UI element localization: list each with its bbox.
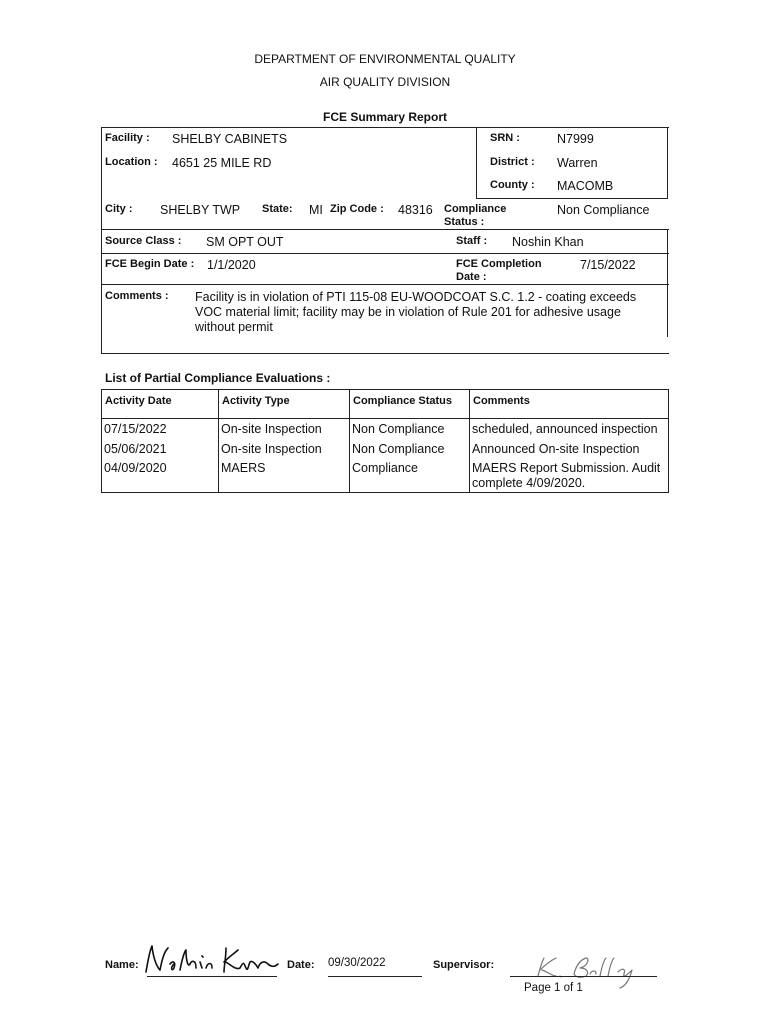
location-label: Location : — [105, 156, 158, 168]
row-compliance-status: Compliance — [352, 461, 419, 475]
fce-begin-value: 1/1/2020 — [207, 258, 256, 272]
compliance-status-value: Non Compliance — [557, 203, 650, 217]
zip-value: 48316 — [398, 203, 433, 217]
row-comments: scheduled, announced inspection — [472, 422, 658, 436]
date-label: Date: — [287, 959, 315, 971]
row-comments-line-2: complete 4/09/2020. — [472, 476, 586, 490]
district-value: Warren — [557, 156, 598, 170]
comments-line-2: VOC material limit; facility may be in violation of Rule 201 for adhesive usage — [195, 305, 621, 319]
row-activity-date: 04/09/2020 — [104, 461, 167, 475]
srn-label: SRN : — [490, 132, 520, 144]
row-compliance-status: Non Compliance — [352, 422, 445, 436]
date-value: 09/30/2022 — [328, 957, 386, 969]
facility-value: SHELBY CABINETS — [172, 132, 288, 146]
row-activity-type: On-site Inspection — [221, 422, 322, 436]
comments-line-1: Facility is in violation of PTI 115-08 EU-WOODCOAT S.C. 1.2 - coating exceeds — [195, 290, 637, 304]
staff-signature — [140, 942, 280, 978]
comments-line-3: without permit — [195, 320, 273, 334]
fce-completion-label: FCE Completion — [456, 258, 542, 270]
row-comments: MAERS Report Submission. Audit — [472, 461, 661, 475]
row-compliance-status: Non Compliance — [352, 442, 445, 456]
division-heading: AIR QUALITY DIVISION — [319, 75, 451, 89]
row-activity-date: 07/15/2022 — [104, 422, 167, 436]
row-activity-type: On-site Inspection — [221, 442, 322, 456]
pce-section-title: List of Partial Compliance Evaluations : — [105, 371, 331, 385]
column-header-compliance-status: Compliance Status — [353, 395, 453, 407]
location-value: 4651 25 MILE RD — [172, 156, 272, 170]
compliance-status-label-2: Status : — [444, 216, 485, 228]
name-label: Name: — [105, 959, 139, 971]
column-header-comments: Comments — [473, 395, 530, 407]
district-label: District : — [490, 156, 535, 168]
compliance-status-label: Compliance — [444, 203, 507, 215]
fce-completion-value: 7/15/2022 — [580, 258, 636, 272]
city-label: City : — [105, 203, 133, 215]
srn-value: N7999 — [557, 132, 594, 146]
state-value: MI — [309, 203, 323, 217]
row-activity-date: 05/06/2021 — [104, 442, 167, 456]
page-indicator: Page 1 of 1 — [524, 982, 583, 994]
row-comments: Announced On-site Inspection — [472, 442, 640, 456]
staff-value: Noshin Khan — [512, 235, 584, 249]
report-title: FCE Summary Report — [322, 110, 448, 124]
comments-label: Comments : — [105, 290, 169, 302]
source-class-value: SM OPT OUT — [206, 235, 284, 249]
city-value: SHELBY TWP — [160, 203, 241, 217]
department-heading: DEPARTMENT OF ENVIRONMENTAL QUALITY — [254, 52, 516, 66]
column-header-activity-date: Activity Date — [105, 395, 172, 407]
fce-completion-label-2: Date : — [456, 271, 487, 283]
state-label: State: — [262, 203, 293, 215]
county-value: MACOMB — [557, 179, 614, 193]
column-header-activity-type: Activity Type — [222, 395, 290, 407]
supervisor-label: Supervisor: — [433, 959, 495, 971]
county-label: County : — [490, 179, 535, 191]
source-class-label: Source Class : — [105, 235, 182, 247]
row-activity-type: MAERS — [221, 461, 266, 475]
facility-label: Facility : — [105, 132, 150, 144]
fce-begin-label: FCE Begin Date : — [105, 258, 195, 270]
staff-label: Staff : — [456, 235, 488, 247]
zip-label: Zip Code : — [330, 203, 384, 215]
